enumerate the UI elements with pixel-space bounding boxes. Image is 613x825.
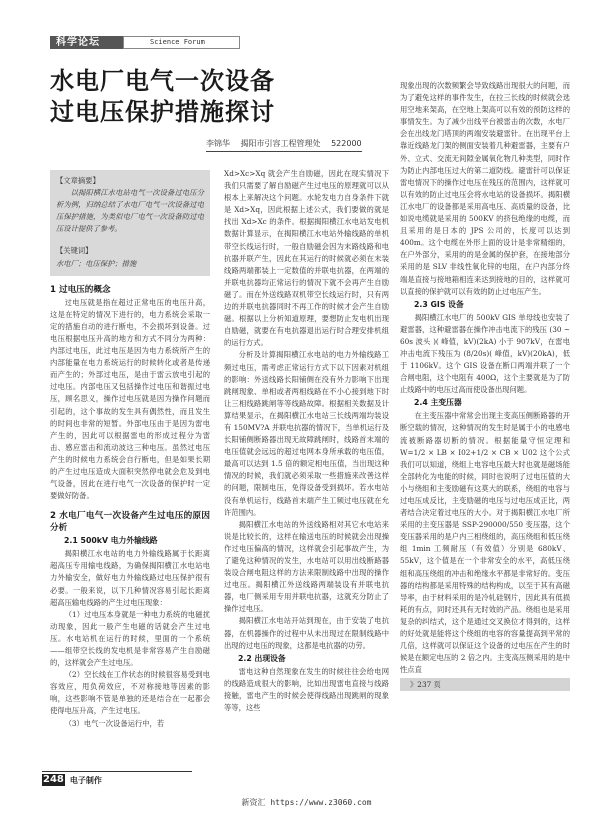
section-2-4-heading: 2.4 主变压器 xyxy=(414,398,462,408)
footer-divider xyxy=(42,771,192,772)
forum-label: Science Forum xyxy=(123,36,240,49)
section-2-1-heading: 2.1 500kV 电力外输线路 xyxy=(64,536,158,546)
affiliation: 揭阳市引容工程管理处 xyxy=(240,139,321,148)
paragraph: 过电压就是指在超过正常电压的电压升高，这是在特定的情况下进行的，电力系统会采取一定的措施自动的进行断电，不会损坏到设备。过电压根据电压升高的地方和方式不同分为两种：内部过电压，此过电压是因为电力系统所产生的内部能量在电力系统运行的时候转化或者是传递而产生的；外部过电压，是由于雷云放电引起的过电压。内部电压又包括操作过电压和谐振过电压，顾名思义，操作过电压就是因为操作问题而引起的，这个事故的发生具有偶然性，而且发生的时间也非常的短暂。外部电压由于是因为雷电产生的，因此可以根据雷电的形成过程分为雷击、感应雷击和流动波这三种电压。虽然过电压产生的时候电力系统会自行断电，但是如果长期的产生过电压造成大面积突然停电就会危及到电气设备，因此在进行电气一次设备的保护时一定要做好防备。 xyxy=(50,297,210,501)
paragraph: Xd>Xc>Xq 就会产生自励磁，因此在现实情况下我们只需要了解自励磁产生过电压的原理就可以从根本上来解决这个问题。水轮发电力自身条件下就是 Xd>Xq，因此根据上述公式，我们要做的就是找出 Xd>Xc 的条件。根据揭阳横江水电站发电机数据计算显示，在揭阳横江水电站外输线路的单机带空长线运行时，一般自励磁会因为末路线路和电抗器并联产生，因此在其运行的时候就必须在末装线路两端都装上一定数值的并联电抗器，在两端的并联电抗器均正常运行的情况下就不会再产生自励磁了。而在外送线路双机带空长线运行时，只有两边的并联电抗器同时不再工作的时候才会产生自励磁。根据以上分析知道原理，要想防止发电机出现自励磁，就要在有电抗器退出运行时合理安排机组的运行方式。 xyxy=(224,169,389,348)
page-number: 248 xyxy=(43,774,64,785)
column-1 xyxy=(50,170,210,730)
title-line-1: 水电厂电气一次设备 xyxy=(50,67,275,95)
article-title xyxy=(50,66,275,128)
continued-on-page: 》237 页 xyxy=(400,678,570,691)
category-label: 科学论坛 xyxy=(50,36,123,49)
keywords-label: 【关键词】 xyxy=(56,246,93,256)
abstract-box xyxy=(50,170,210,276)
paragraph: 在主变压器中常常会出现主变高压侧断路器的开断空载的情况，这种情况的发生时是属于小的电感电流被断路器切断的情况。根据能量守恒定理和 W=1/2 × LB × I02+1/2 × CB × U02 这个公式我们可以知道，绕组上电容电压最大时也就是磁场能全部转化为电能的时候，同时也说明了过电压值的大小与绕组和主变励磁有这莫大的联系，绕组的电容与过电压成反比，主变励磁的电压与过电压成正比，两者结合决定着过电压的大小。对于揭阳横江水电厂所采用的主变压器是 SSP-290000/550 变压器，这个变压器采用的是户内三相绕组的，高压绕组和低压绕组 1min 工频耐压（有效值）分别是 680kV、55kV，这个值是在一个非常安全的水平，高低压绕组和高压绕组的冲击和绝缘水平都是非常好的。变压器的结构都是采用特殊的结构构成，以至于其有高磁导率，由于材料采用的是冷轧硅钢片，因此具有低损耗的有点，同时还具有无时效的产品。绕组也是采用复杂的纠结式，这个是通过交叉换位才得到的，这样的好处就是能将这个绕组的电容的容量提高到平常的几倍，这样就可以保证这个设备的过电压在产生的时候是在额定电压的 2 倍之内。主变高压侧采用的是中性点直 xyxy=(400,411,570,675)
paragraph: 揭阳横江水电站开站到现在，由于安装了电抗器，在机器操作的过程中从未出现过在限制线路中出现的过电压的现象，这都是电抗器的功劳。 xyxy=(224,616,389,650)
section-2-2-heading: 2.2 出现设备 xyxy=(238,653,286,663)
paragraph: 现象出现的次数频繁会导致线路出现很大的问题，而为了避免这样的事件发生，在拉三长线的时候就会选用空地来架高，在空地上架高可以有效的预防这样的事情发生。为了减少出线平台被雷击的次数，水电厂会在出线龙门塔顶的两端安装避雷针。在出现平台上靠近线路龙门架的侧面安装着几种避雷器，主要有户外、立式、交流无间隙金属氧化物几种类型，同时作为防止内部电压过大的第二道防线。避雷针可以保证雷电情况下的操作过电压在残压的范围内，这样就可以有效的防止过电压会将水电站的设备损坏。揭阳横江水电厂的设备都是采用高电压、高质量的设备，比如说电缆就是采用的 500KV 的挤包绝缘的电缆，而且采用的是日本的 JPS 公司的，长度可以达到 400m。这个电缆在外形上面的设计是非常精细的，在户外部分，采用的的是金属的保护套，在接地部分采用的是 SLV 非线性氧化锌的电阻，在户内部分终端是直接与接地箱相连来达到接地的目的，这样就可以直接的保护就可以有效的防止过电压产生。 xyxy=(400,81,570,296)
column-3 xyxy=(400,80,570,691)
paragraph: （2）空长线在工作状态的时候很容易受到电容效应，甩负荷效应，不对称接地等因素的影响，这些影响不管是单独的还是结合在一起都会使得电压升高，产生过电压。 xyxy=(50,670,210,716)
author: 李锦华 xyxy=(206,139,230,148)
section-2-3-heading: 2.3 GIS 设备 xyxy=(414,299,464,309)
keywords: 水电厂；电压保护；措施 xyxy=(56,258,137,268)
paragraph: （1）过电压本身就是一种电力系统的电磁扰动现象，因此一般产生电磁的话就会产生过电压。水电站机在运行的时候，里面的一个系统——组带空长线的发电机是非常容易产生自励磁的，这样就会产生过电压。 xyxy=(50,609,210,668)
abstract-text: 以揭阳横江水电站电气一次设备过电压分析为例，归纳总结了水电厂电气一次设备过电压保护措施，为类似电厂电气一次设备防过电压设计提供了参考。 xyxy=(56,188,204,234)
page-footer xyxy=(42,774,102,786)
paragraph: 揭阳横江水电站的外送线路相对其它水电站来说是比较长的，这样在输送电压的时候就会出现操作过电压偏高的情况，这样就会引起事故产生，为了避免这种情况的发生，水电站可以用出线断路器装设合闸电阻这样的方法来限制线路中出现的操作过电压。揭阳横江外送线路两端装设有并联电抗器，电厂侧采用专用并联电抗器，这就充分防止了操作过电压。 xyxy=(224,519,389,614)
paragraph: 揭阳横江水电站的电力外输线路属于长距离超高压专用输电线路，为确保揭阳横江水电站电力外输安全，做好电力外输线路过电压保护很有必要。一般来说，以下几种情况容易引起长距离超高压输电线路的产生过电压现象： xyxy=(50,549,210,607)
watermark: 新资汇 https://www.z3060.com xyxy=(241,798,372,807)
section-2-heading: 2 水电厂电气一次设备产生过电压的原因分析 xyxy=(50,511,210,534)
byline xyxy=(206,138,362,152)
section-header xyxy=(50,36,240,49)
column-2 xyxy=(224,168,389,714)
abstract-label: 【文章摘要】 xyxy=(56,176,100,185)
paragraph: 雷电这种自然现象在发生的时候往往会给电网的线路造成很大的影响，比如出现雷电直接与线路接触，雷电产生的时候会使得线路出现跳闸的现象等等，这些 xyxy=(224,666,389,713)
paragraph: （3）电气一次设备运行中，若 xyxy=(64,718,165,728)
postcode: 522000 xyxy=(331,139,362,148)
paragraph: 揭阳横江水电厂的 500kV GIS 单母线也安装了避雷器，这种避雷器在操作冲击电流下的残压 (30 ~ 60s 波头 )( 峰值，kV)(2kA) 小于 907kV，在雷电冲击电流下残压为 (8/20s)( 峰值，kV)(20kA)，低于 1106kV。这个 GIS 设备在断口两端并联了一个合闸电阻，这个电阻有 400Ω，这个主要就是为了防止线路中的电压过高而使设备出现问题。 xyxy=(400,312,570,395)
title-line-2: 过电压保护措施探讨 xyxy=(50,98,275,126)
section-1-heading: 1 过电压的概念 xyxy=(50,284,111,295)
magazine-name: 电子制作 xyxy=(69,775,102,785)
paragraph: 分析及计算揭阳横江水电站的电力外输线路工频过电压，需考虑正常运行方式下以下因素对机组的影响：外送线路长阳铺侧在没有外力影响下出现跳闸现象、单相或者两相线路在不小心接到地下时让三相线路跳闸等等线路故障。根据相关数据及计算结果显示，在揭阳横江水电站三长线两端均装设有 150MV?A 并联电抗器的情况下，当单机运行及长阳铺侧断路器出现无故障跳闸时，线路首末端的电压值就会远远的超过电网本身所承载的电压值，最高可以达到 1.5 倍的额定相电压值，当出现这种情况的时候，我们就必须采取一些措施来改善这样的问题，限制电压，免得设备受到损坏。若水电站没有单机运行，线路首末端产生工频过电压就在允许范围内。 xyxy=(224,350,389,517)
